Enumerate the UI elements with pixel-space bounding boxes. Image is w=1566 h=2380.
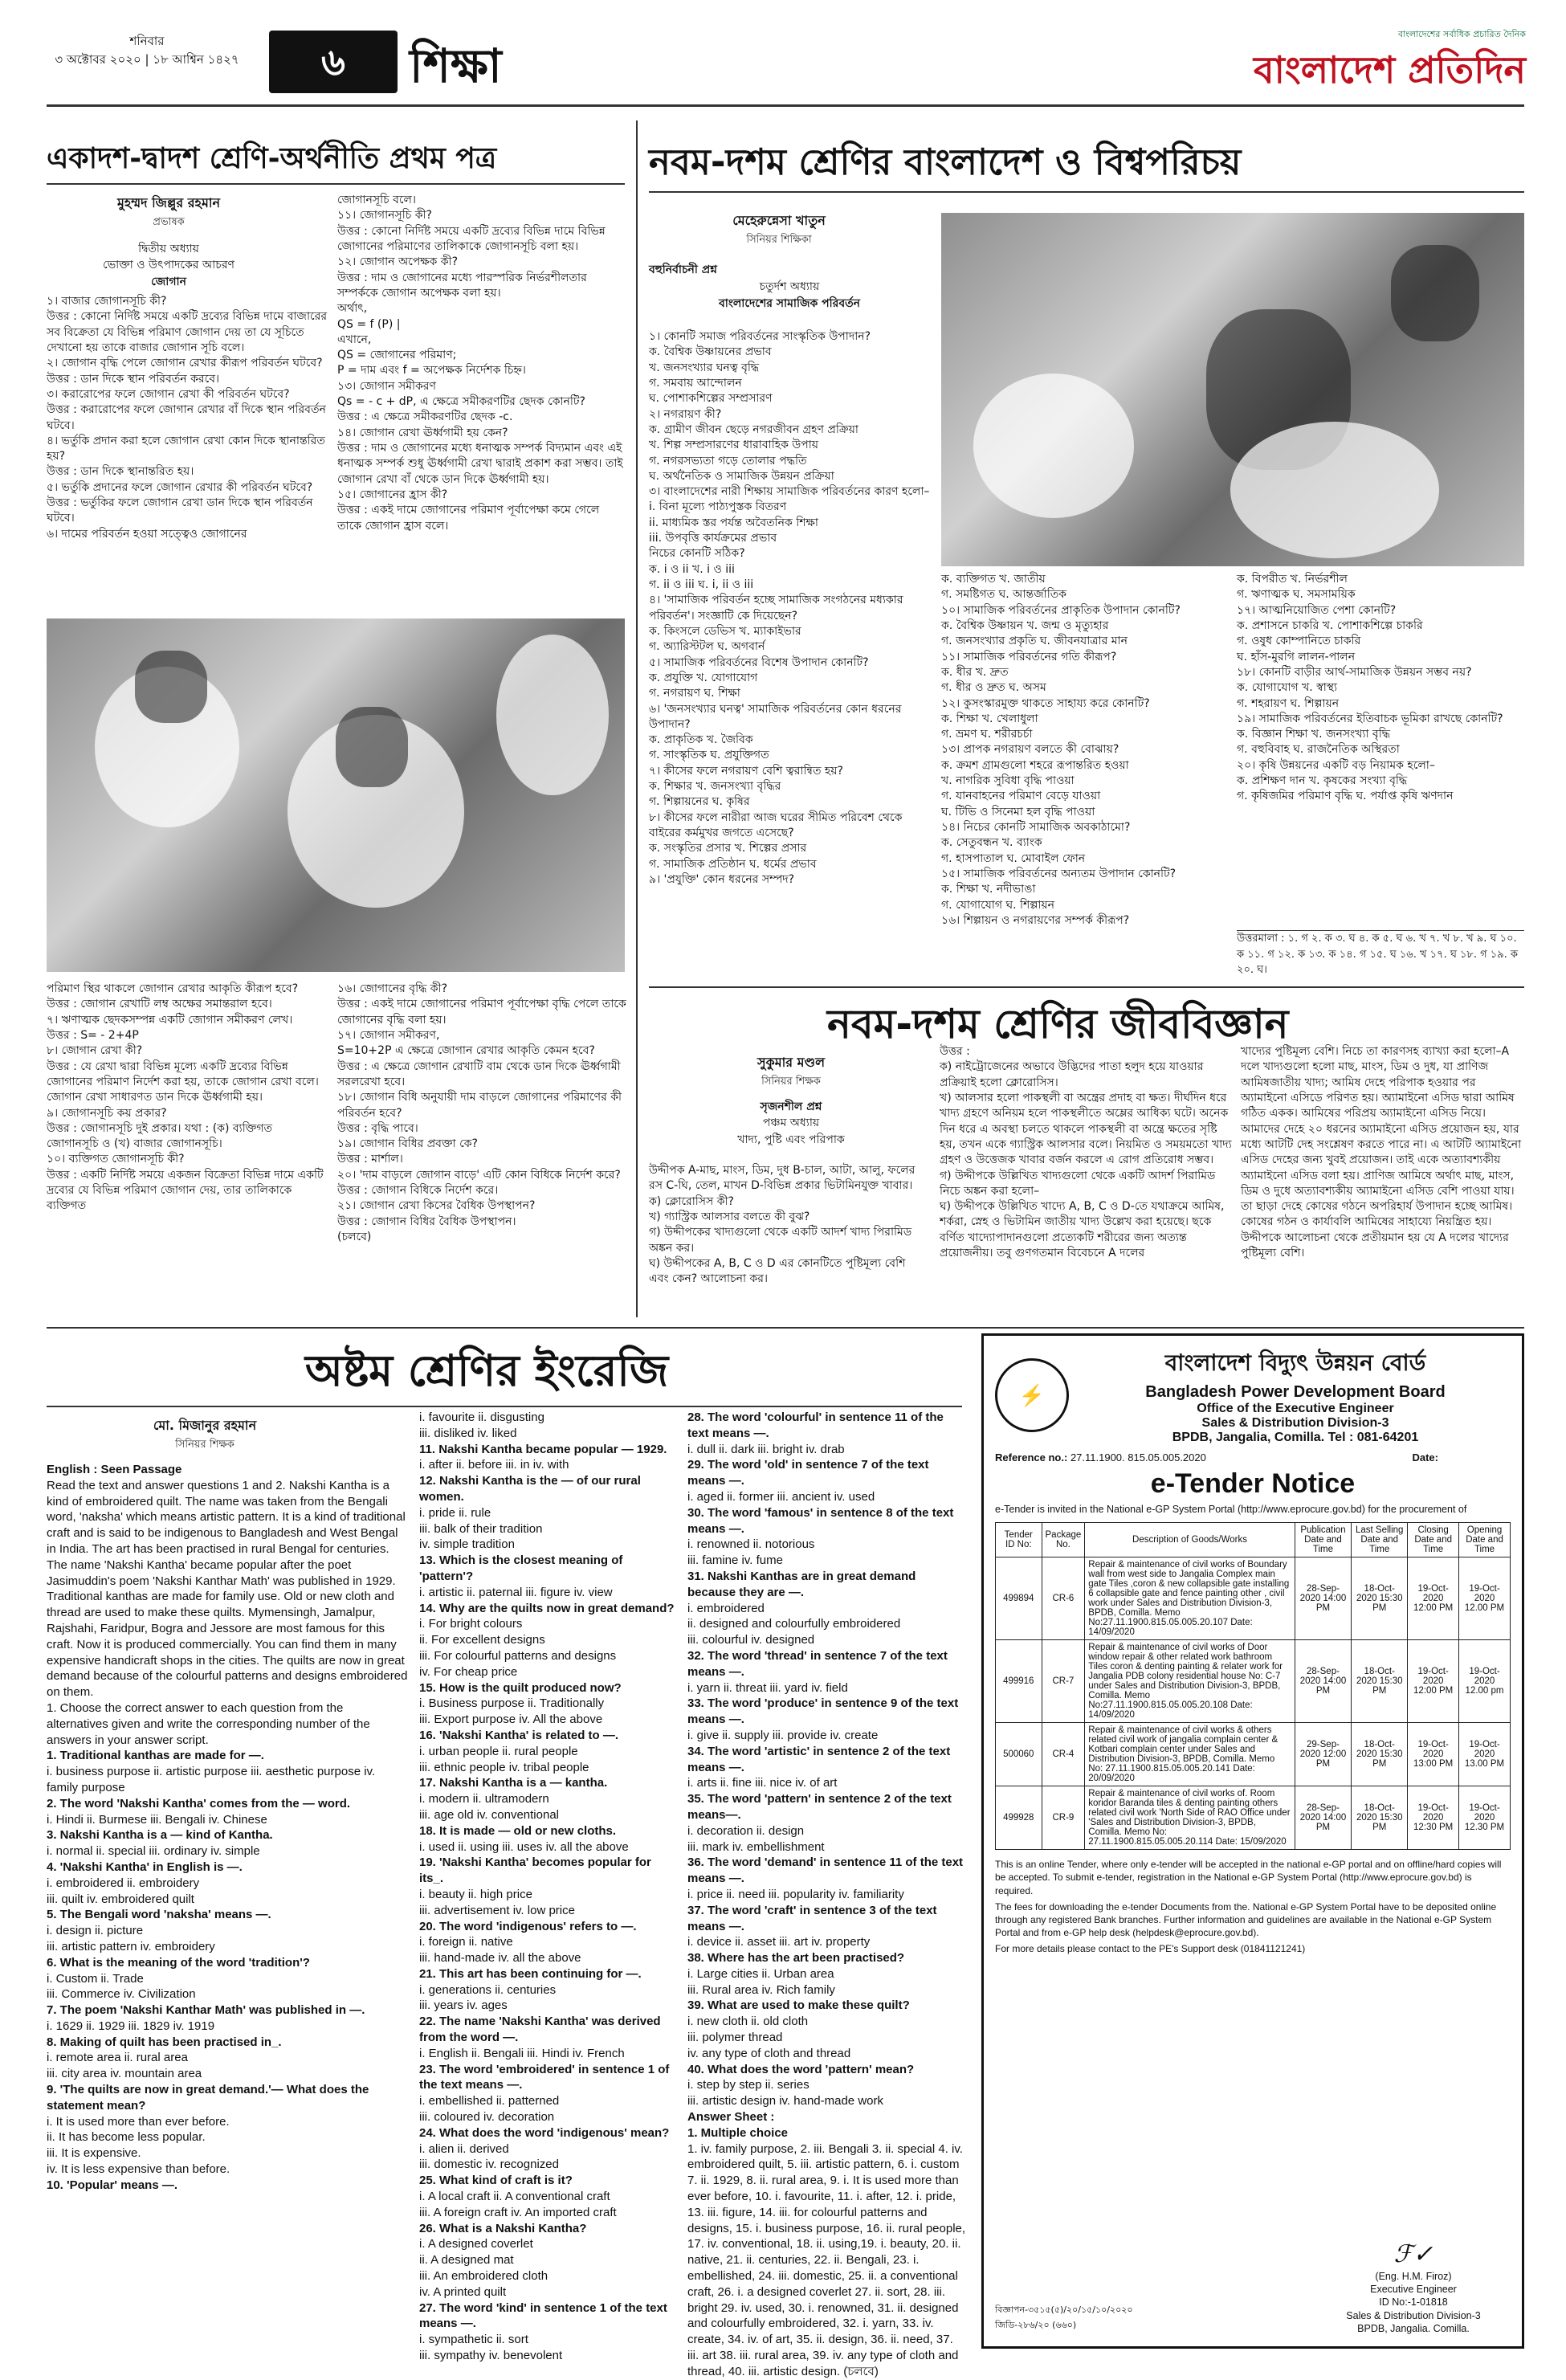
geography-title-rule xyxy=(649,191,1524,193)
english-col3: 28. The word 'colourful' in sentence 11 of the text means —. i. dull ii. dark iii. bright iv. drab 29. The word 'old' in sentence 7 of the text means —. i. aged ii. former iii. ancient iv. used 30. The word 'famous' in sentence 8 of the text means —. i. renowned ii. notorious iii. famine iv. fume 31. Nakshi Kanthas are in great demand because they are —. i. embroidered ii. designed and colourfully embroidered iii. colourful iv. designed 32. The word 'thread' in sentence 7 of the text means —. i. yarn ii. threat iii. yard iv. field 33. The word 'produce' in sentence 9 of the text means —. i. give ii. supply iii. provide iv. create 34. The word 'artistic' in sentence 2 of the text means —. i. arts ii. fine iii. nice iv. of art 35. The word 'pattern' in sentence 2 of the text means—. i. decoration ii. design iii. mark iv. embellishment 36. The word 'demand' in sentence 11 of the text means —. i. price ii. need iii. popularity iv. familiarity 37. The word 'craft' in sentence 3 of the text means —. i. device ii. asset iii. art iv. property 38. Where has the art been practised? i. Large cities ii. Urban area iii. Rural area iv. Rich family 39. What are used to make these quilt? i. new cloth ii. old cloth iii. polymer thread iv. any type of cloth and thread 40. What does the word 'pattern' mean? i. step by step ii. series iii. artistic design iv. hand-made work Answer Sheet : 1. Multiple choice 1. iv. family purpose, 2. iii. Bengali 3. ii. special 4. iv. embroidered quilt, 5. iii. artistic pattern, 6. i. custom 7. ii. 1929, 8. ii. rural area, 9. i. It is used more than ever before, 10. i. favourite, 11. i. after, 12. i. pride, 13. iii. figure, 14. iii. for colourful patterns and designs, 15. i. business purpose, 16. ii. rural people, 17. iv. conventional, 18. ii. using,19. i. beauty, 20. ii. native, 21. ii. centuries, 22. ii. Bengali, 23. i. embellished, 24. iii. domestic, 25. ii. a conventional craft, 26. i. a designed coverlet 27. ii. sort, 28. iii. bright 29. iv. used, 30. i. renowned, 31. ii. designed and colourfully embroidered, 32. i. yarn, 33. iv. create, 34. iv. of art, 35. ii. design, 36. ii. need, 37. iii. art 38. iii. rural area, 39. iv. any type of cloth and thread, 40. iii. artistic design. (চলবে) xyxy=(687,1410,966,2378)
tender-cell: CR-7 xyxy=(1042,1640,1085,1723)
economics-author: মুহম্মদ জিল্লুর রহমান xyxy=(116,195,221,210)
signer-name: (Eng. H.M. Firoz) xyxy=(1375,2270,1452,2282)
english-title-rule xyxy=(47,1406,962,1407)
economics-topic: জোগান xyxy=(151,275,186,288)
economics-title-rule xyxy=(47,183,625,185)
masthead-date xyxy=(47,32,247,68)
tender-note-online: This is an online Tender, where only e-tender will be accepted in the national e-GP portal and on offline/hard copies will be accepted. To submit e-tender, registration in the National e-GP System Portal (http://www.eprocure.gov.bd) is required. xyxy=(995,1859,1502,1896)
geography-col-c: ক. বিপরীত খ. নির্ভরশীল গ. ঋণাত্মক ঘ. সমসাময়িক ১৭। আত্মনিয়োজিত পেশা কোনটি? ক. প্রশাসনে চাকরি খ. পোশাকশিল্পে চাকরি গ. ওষুধ কোম্পানিতে চাকরি ঘ. হাঁস-মুরগি লালন-পালন ১৮। কোনটি বাড়ীর আর্থ-সামাজিক উন্নয়ন সম্ভব নয়? ক. যোগাযোগ খ. স্বাস্থ্য গ. শহরায়ণ ঘ. শিল্পায়ন ১৯। সামাজিক পরিবর্তনের ইতিবাচক ভূমিকা রাখছে কোনটি? ক. বিজ্ঞান শিক্ষা খ. জনসংখ্যা বৃদ্ধি গ. বহুবিবাহ ঘ. রাজনৈতিক অস্থিরতা ২০। কৃষি উন্নয়নের একটি বড় নিয়ামক হলো– ক. প্রশিক্ষণ দান খ. কৃষকের সংখ্যা বৃদ্ধি গ. কৃষিজমির পরিমাণ বৃদ্ধি ঘ. পর্যাপ্ত কৃষি ঋণদান xyxy=(1237,573,1503,803)
logo xyxy=(1205,27,1526,104)
biology-byline xyxy=(659,1052,924,1091)
tender-header-cell: Closing Date and Time xyxy=(1408,1523,1459,1557)
geography-bottom-rule xyxy=(649,986,1524,988)
tender-cell: 18-Oct-2020 15:30 PM xyxy=(1352,1786,1408,1850)
english-title: অষ্টম শ্রেণির ইংরেজি xyxy=(305,1345,669,1396)
tender-header-cell: Tender ID No: xyxy=(996,1523,1042,1557)
biology-author: সুকুমার মণ্ডল xyxy=(756,1055,826,1070)
tender-cell: 29-Sep-2020 12:00 PM xyxy=(1295,1723,1351,1786)
biology-creative-heading: সৃজনশীল প্রশ্ন xyxy=(760,1100,822,1113)
tender-cell: CR-4 xyxy=(1042,1723,1085,1786)
tender-notice xyxy=(981,1333,1524,2349)
tender-cell: 499894 xyxy=(996,1557,1042,1640)
tender-date-label: Date: xyxy=(1412,1451,1438,1464)
tender-cell: 19-Oct-2020 12.30 PM xyxy=(1459,1786,1511,1850)
tender-cell: 18-Oct-2020 15:30 PM xyxy=(1352,1557,1408,1640)
tender-cell: 499916 xyxy=(996,1640,1042,1723)
geography-byline xyxy=(659,210,899,249)
tender-cell: Repair & maintenance of civil works of Boundary wall from west side to Jangalia Complex main gate Tiles ,coron & new collapsible gate installing 6 collapsible gate and fence painting other , civil work under Sales and Distribution Division-3, BPDB, Comilla. Memo No:27.11.1900.815.05.005.20.107 Date: 14/09/2020 xyxy=(1085,1557,1295,1640)
tender-office: Office of the Executive Engineer xyxy=(1197,1402,1394,1415)
biology-title: নবম-দশম শ্রেণির জীববিজ্ঞান xyxy=(827,1001,1289,1047)
signer-division: Sales & Distribution Division-3 xyxy=(1346,2309,1481,2321)
tender-cell: 19-Oct-2020 12.00 pm xyxy=(1459,1640,1511,1723)
tender-cell: 28-Sep-2020 14:00 PM xyxy=(1295,1557,1351,1640)
masthead-rule xyxy=(47,104,1524,107)
biology-chapter: পঞ্চম অধ্যায় xyxy=(762,1117,820,1130)
logo-tagline: বাংলাদেশের সর্বাধিক প্রচারিত দৈনিক xyxy=(1397,29,1526,39)
tender-cell: 19-Oct-2020 12:00 PM xyxy=(1408,1557,1459,1640)
economics-title: একাদশ-দ্বাদশ শ্রেণি-অর্থনীতি প্রথম পত্র xyxy=(47,142,497,175)
biology-col2: উত্তর : ক) নাইট্রোজেনের অভাবে উদ্ভিদের পাতা হলুদ হয়ে যাওয়ার প্রক্রিয়াই হলো ক্লোরোসিস। খ) আলসার হলো পাকস্থলী বা অন্ত্রের প্রদাহ বা ক্ষত। দীর্ঘদিন ধরে খাদ্য গ্রহণে অনিয়ম হলে পাকস্থলীতে অম্লের আধিক্য ঘটে। অনেক দিন ধরে এ অবস্থা চলতে থাকলে পাকস্থলী বা অন্ত্রে ক্ষতের সৃষ্টি হয়, তখন একে গ্যাস্ট্রিক আলসার বলে। নিয়মিত ও সময়মতো খাদ্য গ্রহণ ও উত্তেজক খাবার বর্জন করলে এ রোগ প্রতিরোধ সম্ভব। গ) উদ্দীপকে উল্লিখিত খাদ্যগুলো থেকে একটি আদর্শ পিরামিড নিচে অঙ্কন করা হলো– ঘ) উদ্দীপকে উল্লিখিত খাদ্যে A, B, C ও D-তে যথাক্রমে আমিষ, শর্করা, স্নেহ ও ভিটামিন জাতীয় খাদ্য উল্লেখ করা হয়েছে। ছকে বর্ণিত খাদ্যোপাদানগুলো প্রত্যেকটি শরীরের জন্য অত্যন্ত প্রয়োজনীয়। তবু গুণগতমান বিবেচনে A দলের xyxy=(940,1045,1232,1260)
economics-chapter-title: ভোক্তা ও উৎপাদকের আচরণ xyxy=(103,259,234,272)
geography-chapter: চতুর্দশ অধ্যায় xyxy=(759,280,820,293)
tender-note-contact: For more details please contact to the PE's Support desk (01841121241) xyxy=(995,1943,1306,1955)
english-author: মো. মিজানুর রহমান xyxy=(153,1418,257,1433)
tender-row xyxy=(996,1640,1511,1723)
signer-id: ID No:-1-01818 xyxy=(1379,2296,1448,2309)
tender-cell: 19-Oct-2020 12.00 PM xyxy=(1459,1557,1511,1640)
geography-mcq-heading xyxy=(649,262,930,312)
economics-chapter xyxy=(56,241,281,290)
english-author-role: সিনিয়র শিক্ষক xyxy=(175,1439,234,1451)
tender-intro: e-Tender is invited in the National e-GP System Portal (http://www.eprocure.gov.bd) for the procurement of xyxy=(995,1504,1467,1515)
biology-chapter-title: খাদ্য, পুষ্টি এবং পরিপাক xyxy=(737,1133,845,1146)
economics-byline xyxy=(56,193,281,231)
tender-cell: Repair & maintenance of civil works of Door window repair & other related work bathroom Tiles coron & denting painting & relater work for Jangalia PDB colony residential house No: C-7 under Sales and Distribution Division-3, BPDB, Comilla. Memo No:27.11.1900.815.05.005.20.108 Date: 14/09/2020 xyxy=(1085,1640,1295,1723)
tender-cell: 18-Oct-2020 15:30 PM xyxy=(1352,1640,1408,1723)
geography-answers: উত্তরমালা : ১. গ ২. ক ৩. ঘ ৪. ক ৫. ঘ ৬. খ ৭. খ ৮. খ ৯. ঘ ১০. ক ১১. গ ১২. ক ১৩. ক ১৪. গ ১৫. ঘ ১৬. খ ১৭. ঘ ১৮. গ ১৯. ক ২০. ঘ। xyxy=(1237,930,1524,982)
section-title: শিক্ষা xyxy=(410,39,502,93)
biology-chapter-block xyxy=(659,1099,924,1148)
economics-col2-top: জোগানসূচি বলে। ১১। জোগানসূচি কী? উত্তর : কোনো নির্দিষ্ট সময়ে একটি দ্রব্যের বিভিন্ন দামে বিভিন্ন জোগানের পরিমাণের তালিকাকে জোগানসূচি বলা হয়। ১২। জোগান অপেক্ষক কী? উত্তর : দাম ও জোগানের মধ্যে পারস্পরিক নির্ভরশীলতার সম্পর্ককে জোগান অপেক্ষক বলা হয়। অর্থাৎ, QS = f (P) | এখানে, QS = জোগানের পরিমাণ; P = দাম এবং f = অপেক্ষক নির্দেশক চিহ্ন। ১৩। জোগান সমীকরণ Qs = - c + dP, এ ক্ষেত্রে সমীকরণটির ছেদক কোনটি? উত্তর : এ ক্ষেত্রে সমীকরণটির ছেদক -c. ১৪। জোগান রেখা ঊর্ধ্বগামী হয় কেন? উত্তর : দাম ও জোগানের মধ্যে ধনাত্মক সম্পর্ক বিদ্যমান এবং এই ধনাত্মক সম্পর্ক শুধু ঊর্ধ্বগামী রেখা দ্বারাই প্রকাশ করা সম্ভব। তাই জোগান রেখা বাঁ থেকে ডান দিকে ঊর্ধ্বগামী হয়। ১৫। জোগানের হ্রাস কী? উত্তর : একই দামে জোগানের পরিমাণ পূর্বাপেক্ষা কমে গেলে তাকে জোগান হ্রাস বলে। xyxy=(337,194,623,533)
tender-cell: 499928 xyxy=(996,1786,1042,1850)
vertical-rule-main xyxy=(636,120,638,1317)
tender-org-en: Bangladesh Power Development Board xyxy=(1145,1383,1446,1401)
date: ৩ অক্টোবর ২০২০ | ১৮ আশ্বিন ১৪২৭ xyxy=(55,51,239,67)
economics-col1-bottom: পরিমাণ স্থির থাকলে জোগান রেখার আকৃতি কীরূপ হবে? উত্তর : জোগান রেখাটি লম্ব অক্ষের সমান্তরাল হবে। ৭। ঋণাত্মক ছেদকসম্পন্ন একটি জোগান সমীকরণ লেখ। উত্তর : S= - 2+4P ৮। জোগান রেখা কী? উত্তর : যে রেখা দ্বারা বিভিন্ন মূল্যে একটি দ্রব্যের বিভিন্ন জোগানের পরিমাণ নির্দেশ করা হয়, তাকে জোগান রেখা বলে। জোগান রেখা সাধারণত ডান দিকে ঊর্ধ্বগামী হয়। ৯। জোগানসূচি কয় প্রকার? উত্তর : জোগানসূচি দুই প্রকার। যথা : (ক) ব্যক্তিগত জোগানসূচি ও (খ) বাজার জোগানসূচি। ১০। ব্যক্তিগত জোগানসূচি কী? উত্তর : একটি নির্দিষ্ট সময়ে একজন বিক্রেতা বিভিন্ন দামে একটি দ্রব্যের যে বিভিন্ন পরিমাণ জোগান দেয়, তার তালিকাকে ব্যক্তিগত xyxy=(47,982,324,1213)
tender-header-cell: Last Selling Date and Time xyxy=(1352,1523,1408,1557)
tender-row xyxy=(996,1723,1511,1786)
tender-cell: CR-9 xyxy=(1042,1786,1085,1850)
tender-cell: 19-Oct-2020 13:00 PM xyxy=(1408,1723,1459,1786)
tender-cell: Repair & maintenance of civil works of. Room koridor Baranda tiles & denting painting others related civil work 'North Side of RAO Office under 'Sales and Distribution Division-3, BPDB, Comilla. Memo No: 27.11.1900.815.05.005.20.114 Date: 15/09/2020 xyxy=(1085,1786,1295,1850)
tender-header-cell: Publication Date and Time xyxy=(1295,1523,1351,1557)
tender-notice-title: e-Tender Notice xyxy=(1150,1468,1356,1499)
tender-note-fees: The fees for downloading the e-tender Documents from the. National e-GP System Portal have to be deposited online through any registered Bank branches. Further information and guidelines are available in the National e-GP System Portal and from e-GP help desk (helpdesk@eprocure.gov.bd). xyxy=(995,1900,1497,1939)
tender-cell: 19-Oct-2020 12:30 PM xyxy=(1408,1786,1459,1850)
tender-cell: Repair & maintenance of civil works & others related civil work of jangalia complain center & Kotbari complain center under Sales and Distribution Division-3, BPDB, Comilla. Memo No: 27.11.1900.815.05.005.20.141 Date: 20/09/2020 xyxy=(1085,1723,1295,1786)
economics-author-role: প্রভাষক xyxy=(153,216,185,228)
students-exam-photo-right xyxy=(941,213,1524,566)
biology-col3: খাদ্যের পুষ্টিমূল্য বেশি। নিচে তা কারণসহ ব্যাখ্যা করা হলো–A দলে খাদ্যগুলো হলো মাছ, মাংস, ডিম ও দুধ, যা প্রাণিজ আমিষজাতীয় খাদ্য; আমিষ দেহে পরিপাক হওয়ার পর অ্যামাইনো এসিডে পরিণত হয়। অ্যামাইনো এসিড দ্বারা আমিষ গঠিত একক। আমিষের পরিপ্রয় অ্যামাইনো এসিড নিয়ে। আমাদের দেহে ২০ ধরনের অ্যামাইনো এসিড প্রয়োজন হয়, যার মধ্যে আটটি দেহ সংশ্লেষণ করতে পারে না। এ আটটি অ্যামাইনো এসিড দেহের জন্য খুবই প্রয়োজন। তাই একে অত্যাবশ্যকীয় অ্যামাইনো এসিড বলা হয়। প্রাণিজ আমিষে অর্থাৎ মাছ, মাংস, ডিম ও দুধে অত্যাবশ্যকীয় অ্যামাইনো এসিড বেশি পাওয়া যায়। তা ছাড়া দেহে কোষের গঠনে অপরিহার্য উপাদান হচ্ছে আমিষ। কোষের গঠন ও কার্যাবলি আমিষের সাহায্যে নিয়ন্ত্রিত হয়। উদ্দীপকে আলোচনা থেকে প্রতীয়মান হয় যে A দলের খাদ্যের পুষ্টিমূল্য বেশি। xyxy=(1241,1045,1522,1260)
economics-col2-bottom: ১৬। জোগানের বৃদ্ধি কী? উত্তর : একই দামে জোগানের পরিমাণ পূর্বাপেক্ষা বৃদ্ধি পেলে তাকে জোগানের বৃদ্ধি বলা হয়। ১৭। জোগান সমীকরণ, S=10+2P এ ক্ষেত্রে জোগান রেখার আকৃতি কেমন হবে? উত্তর : এ ক্ষেত্রে জোগান রেখাটি বাম থেকে ডান দিকে ঊর্ধ্বগামী সরলরেখা হবে। ১৮। জোগান বিধি অনুযায়ী দাম বাড়লে জোগানের পরিমাণের কী পরিবর্তন হবে? উত্তর : বৃদ্ধি পাবে। ১৯। জোগান বিধির প্রবক্তা কে? উত্তর : মার্শাল। ২০। 'দাম বাড়লে জোগান বাড়ে' এটি কোন বিধিকে নির্দেশ করে? উত্তর : জোগান বিধিকে নির্দেশ করে। ২১। জোগান রেখা কিসের বৈধিক উপস্থাপন? উত্তর : জোগান বিধির বৈধিক উপস্থাপন। (চলবে) xyxy=(337,982,626,1243)
tender-header-cell: Opening Date and Time xyxy=(1459,1523,1511,1557)
bpdb-logo: ⚡ xyxy=(995,1358,1069,1432)
geography-author-role: সিনিয়র শিক্ষিকা xyxy=(746,234,812,246)
geography-col-b: ক. ব্যক্তিগত খ. জাতীয় গ. সমষ্টিগত ঘ. আন্তর্জাতিক ১০। সামাজিক পরিবর্তনের প্রাকৃতিক উপাদান কোনটি? ক. বৈশ্বিক উষ্ণায়ন খ. জন্ম ও মৃত্যুহার গ. জনসংখ্যার প্রকৃতি ঘ. জীবনযাত্রার মান ১১। সামাজিক পরিবর্তনের গতি কীরূপ? ক. ধীর খ. দ্রুত গ. ধীর ও দ্রুত ঘ. অসম ১২। কুসংস্কারমুক্ত থাকতে সাহায্য করে কোনটি? ক. শিক্ষা খ. খেলাধুলা গ. ভ্রমণ ঘ. শরীরচর্চা ১৩। প্রাপক নগরায়ণ বলতে কী বোঝায়? ক. ক্রমশ গ্রামগুলো শহরে রূপান্তরিত হওয়া খ. নাগরিক সুবিধা বৃদ্ধি পাওয়া গ. যানবাহনের পরিমাণ বেড়ে যাওয়া ঘ. টিভি ও সিনেমা হল বৃদ্ধি পাওয়া ১৪। নিচের কোনটি সামাজিক অবকাঠামো? ক. সেতুবন্ধন খ. ব্যাংক গ. হাসপাতাল ঘ. মোবাইল ফোন ১৫। সামাজিক পরিবর্তনের অন্যতম উপাদান কোনটি? ক. শিক্ষা খ. নদীভাঙা গ. যোগাযোগ ঘ. শিল্পায়ন ১৬। শিল্পায়ন ও নগরায়ণের সম্পর্ক কীরূপ? xyxy=(941,573,1181,927)
signature-block xyxy=(1321,2239,1506,2335)
tender-cell: CR-6 xyxy=(1042,1557,1085,1640)
signer-address: BPDB, Jangalia. Comilla. xyxy=(1357,2322,1470,2334)
tender-cell: 19-Oct-2020 12:00 PM xyxy=(1408,1640,1459,1723)
tender-org-bn: বাংলাদেশ বিদ্যুৎ উন্নয়ন বোর্ড xyxy=(1164,1349,1426,1376)
tender-table xyxy=(995,1522,1511,1850)
biology-author-role: সিনিয়র শিক্ষক xyxy=(761,1076,821,1088)
tender-division: Sales & Distribution Division-3 xyxy=(1201,1416,1389,1430)
weekday: শনিবার xyxy=(129,34,165,48)
logo-wordmark: বাংলাদেশ প্রতিদিন xyxy=(1253,48,1526,92)
page-number: ৬ xyxy=(269,31,398,93)
tender-cell: 18-Oct-2020 15:30 PM xyxy=(1352,1723,1408,1786)
geography-author: মেহেরুন্নেসা খাতুন xyxy=(732,213,826,228)
geography-col-a: ১। কোনটি সমাজ পরিবর্তনের সাংস্কৃতিক উপাদান? ক. বৈশ্বিক উষ্ণায়নের প্রভাব খ. জনসংখ্যার ঘনত্ব বৃদ্ধি গ. সমবায় আন্দোলন ঘ. পোশাকশিল্পের সম্প্রসারণ ২। নগরায়ণ কী? ক. গ্রামীণ জীবন ছেড়ে নগরজীবন গ্রহণ প্রক্রিয়া খ. শিল্প সম্প্রসারণের ধারাবাহিক উপায় গ. নগরসভ্যতা গড়ে তোলার পদ্ধতি ঘ. অর্থনৈতিক ও সামাজিক উন্নয়ন প্রক্রিয়া ৩। বাংলাদেশের নারী শিক্ষায় সামাজিক পরিবর্তনের কারণ হলো– i. বিনা মূল্যে পাঠ্যপুস্তক বিতরণ ii. মাধ্যমিক স্তর পর্যন্ত অবৈতনিক শিক্ষা iii. উপবৃত্তি কার্যক্রমের প্রভাব নিচের কোনটি সঠিক? ক. i ও ii খ. i ও iii গ. ii ও iii ঘ. i, ii ও iii ৪। 'সামাজিক পরিবর্তন হচ্ছে সামাজিক সংগঠনের মধ্যকার পরিবর্তন'। সংজ্ঞাটি কে দিয়েছেন? ক. কিংসলে ডেভিস খ. ম্যাকাইভার গ. অ্যারিস্টটল ঘ. অগবার্ন ৫। সামাজিক পরিবর্তনের বিশেষ উপাদান কোনটি? ক. প্রযুক্তি খ. যোগাযোগ গ. নগরায়ণ ঘ. শিক্ষা ৬। 'জনসংখ্যার ঘনত্ব' সামাজিক পরিবর্তনের কোন ধরনের উপাদান? ক. প্রাকৃতিক খ. জৈবিক গ. সাংস্কৃতিক ঘ. প্রযুক্তিগত ৭। কীসের ফলে নগরায়ণ বেশি ত্বরান্বিত হয়? ক. শিক্ষার খ. জনসংখ্যা বৃদ্ধির গ. শিল্পায়নের ঘ. কৃষির ৮। কীসের ফলে নারীরা আজ ঘরের সীমিত পরিবেশ থেকে বাইরের কর্মমুখর জগতে এসেছে? ক. সংস্কৃতির প্রসার খ. শিল্পের প্রসার গ. সামাজিক প্রতিষ্ঠান ঘ. ধর্মের প্রভাব ৯। 'প্রযুক্তি' কোন ধরনের সম্পদ? xyxy=(649,330,930,886)
economics-chapter-number: দ্বিতীয় অধ্যায় xyxy=(138,243,199,255)
tender-row xyxy=(996,1557,1511,1640)
geography-title: নবম-দশম শ্রেণির বাংলাদেশ ও বিশ্বপরিচয় xyxy=(649,141,1242,183)
students-exam-photo-left xyxy=(47,618,625,972)
tender-address: BPDB, Jangalia, Comilla. Tel : 081-64201 xyxy=(1172,1431,1419,1444)
english-col1: English : Seen Passage Read the text and answer questions 1 and 2. Nakshi Kantha is a kind of embroidered quilt. The name was taken from the Bengali word, 'naksha' which means artistic pattern. It is a kind of traditional craft and is said to be indigenous to Bangladesh and West Bengal in India. The art has been practised in rural Bengal for centuries. The name 'Nakshi Kantha' became popular after the poet Jasimuddin's poem 'Nakshi Kanthar Math' was published in 1929. Traditional kanthas are made for family use. Old or new cloth and thread are used to make these quilts. Mymensingh, Jamalpur, Rajshahi, Faridpur, Bogra and Jessore are most famous for this craft. Now it is produced commercially. You can find them in many expensive handicraft shops in the cities. The quilts are now in great demand because of the colourful patterns and designs embroidered on them. 1. Choose the correct answer to each question from the alternatives given and write the corresponding number of the answers in your answer script. 1. Traditional kanthas are made for —. i. business purpose ii. artistic purpose iii. aesthetic purpose iv. family purpose 2. The word 'Nakshi Kantha' comes from the — word. i. Hindi ii. Burmese iii. Bengali iv. Chinese 3. Nakshi Kantha is a — kind of Kantha. i. normal ii. special iii. ordinary iv. simple 4. 'Nakshi Kantha' in English is —. i. embroidered ii. embroidery iii. quilt iv. embroidered quilt 5. The Bengali word 'naksha' means —. i. design ii. picture iii. artistic pattern iv. embroidery 6. What is the meaning of the word 'tradition'? i. Custom ii. Trade iii. Commerce iv. Civilization 7. The poem 'Nakshi Kanthar Math' was published in —. i. 1629 ii. 1929 iii. 1829 iv. 1919 8. Making of quilt has been practised in_. i. remote area ii. rural area iii. city area iv. mountain area 9. 'The quilts are now in great demand.'— What does the statement mean? i. It is used more than ever before. ii. It has become less popular. iii. It is expensive. iv. It is less expensive than before. 10. 'Popular' means —. xyxy=(47,1463,408,2192)
tender-cell: 28-Sep-2020 14:00 PM xyxy=(1295,1786,1351,1850)
tender-cell: 28-Sep-2020 14:00 PM xyxy=(1295,1640,1351,1723)
tender-reference-label: Reference no.: xyxy=(995,1451,1068,1464)
signer-title: Executive Engineer xyxy=(1370,2284,1457,2295)
middle-rule xyxy=(47,1327,1524,1329)
geography-chapter-title: বাংলাদেশের সামাজিক পরিবর্তন xyxy=(718,297,861,310)
biology-col1: উদ্দীপক A-মাছ, মাংস, ডিম, দুধ B-চাল, আটা, আলু, ফলের রস C-ঘি, তেল, মাখন D-বিভিন্ন প্রকার ভিটামিনযুক্ত খাবার। ক) ক্লোরোসিস কী? খ) গ্যাস্ট্রিক আলসার বলতে কী বুঝ? গ) উদ্দীপকের খাদ্যগুলো থেকে একটি আদর্শ খাদ্য পিরামিড অঙ্কন কর। ঘ) উদ্দীপকের A, B, C ও D এর কোনটিতে পুষ্টিমূল্য বেশি এবং কেন? আলোচনা কর। xyxy=(649,1164,916,1286)
tender-reference: 27.11.1900. 815.05.005.2020 xyxy=(1070,1451,1206,1464)
tender-cell: 500060 xyxy=(996,1723,1042,1786)
english-byline xyxy=(48,1415,361,1454)
tender-row xyxy=(996,1786,1511,1850)
tender-cell: 19-Oct-2020 13.00 PM xyxy=(1459,1723,1511,1786)
english-col2: i. favourite ii. disgusting iii. disliked iv. liked 11. Nakshi Kantha became popular — 1929. i. after ii. before iii. in iv. with 12. Nakshi Kantha is the — of our rural women. i. pride ii. rule iii. balk of their tradition iv. simple tradition 13. Which is the closest meaning of 'pattern'? i. artistic ii. paternal iii. figure iv. view 14. Why are the quilts now in great demand? i. For bright colours ii. For excellent designs iii. For colourful patterns and designs iv. For cheap price 15. How is the quilt produced now? i. Business purpose ii. Traditionally iii. Export purpose iv. All the above 16. 'Nakshi Kantha' is related to —. i. urban people ii. rural people iii. ethnic people iv. tribal people 17. Nakshi Kantha is a — kantha. i. modern ii. ultramodern iii. age old iv. conventional 18. It is made — old or new cloths. i. used ii. using iii. uses iv. all the above 19. 'Nakshi Kantha' becomes popular for its_. i. beauty ii. high price iii. advertisement iv. low price 20. The word 'indigenous' refers to —. i. foreign ii. native iii. hand-made iv. all the above 21. This art has been continuing for —. i. generations ii. centuries iii. years iv. ages 22. The name 'Nakshi Kantha' was derived from the word —. i. English ii. Bengali iii. Hindi iv. French 23. The word 'embroidered' in sentence 1 of the text means —. i. embellished ii. patterned iii. coloured iv. decoration 24. What does the word 'indigenous' mean? i. alien ii. derived iii. domestic iv. recognized 25. What kind of craft is it? i. A local craft ii. A conventional craft iii. A foreign craft iv. An imported craft 26. What is a Nakshi Kantha? i. A designed coverlet ii. A designed mat iii. An embroidered cloth iv. A printed quilt 27. The word 'kind' in sentence 1 of the text means —. i. sympathetic ii. sort iii. sympathy iv. benevolent xyxy=(419,1410,675,2363)
signature-mark: ℱ✓ xyxy=(1393,2239,1433,2268)
tender-header-cell: Description of Goods/Works xyxy=(1085,1523,1295,1557)
tender-header-cell: Package No. xyxy=(1042,1523,1085,1557)
geography-mcq-label: বহুনির্বাচনী প্রশ্ন xyxy=(649,263,717,276)
economics-col1-top: ১। বাজার জোগানসূচি কী? উত্তর : কোনো নির্দিষ্ট সময়ে একটি দ্রব্যের বিভিন্ন দামে বাজারের সব বিক্রেতা যে বিভিন্ন পরিমাণ জোগান দেয় তা যে সূচিতে দেখানো হয় তাকে বাজার জোগান সূচি বলে। ২। জোগান বৃদ্ধি পেলে জোগান রেখার কীরূপ পরিবর্তন ঘটবে? উত্তর : ডান দিকে স্থান পরিবর্তন করবে। ৩। করারোপের ফলে জোগান রেখা কী পরিবর্তন ঘটবে? উত্তর : করারোপের ফলে জোগান রেখার বাঁ দিকে স্থান পরিবর্তন ঘটবে। ৪। ভর্তুকি প্রদান করা হলে জোগান রেখা কোন দিকে স্থানান্তরিত হয়? উত্তর : ডান দিকে স্থানান্তরিত হয়। ৫। ভর্তুকি প্রদানের ফলে জোগান রেখার কী পরিবর্তন ঘটবে? উত্তর : ভর্তুকির ফলে জোগান রেখা ডান দিকে স্থান পরিবর্তন ঘটবে। ৬। দামের পরিবর্তন হওয়া সত্ত্বেও জোগানের xyxy=(47,295,328,541)
ad-reference: বিজ্ঞাপন-৩৫১৫(৫)/২০/১৫/১০/২০২০ জিডি-২৮৬/২০ (৬৬০) xyxy=(995,2304,1133,2330)
